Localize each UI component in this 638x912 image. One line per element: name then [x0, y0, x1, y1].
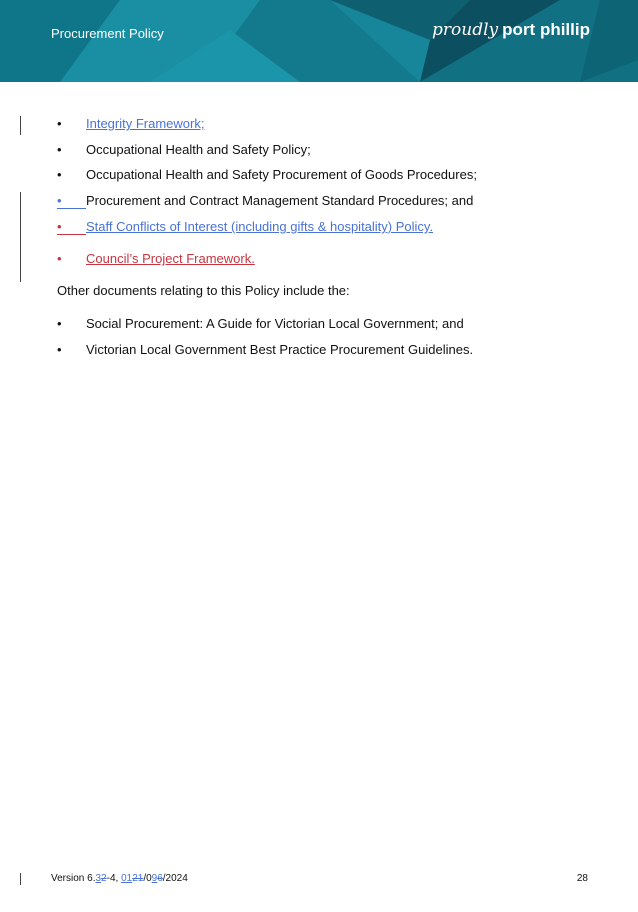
list-item: [0, 342, 600, 360]
list-item: [0, 316, 600, 334]
bullet-marker: •: [57, 142, 62, 157]
logo-script-text: proudly: [432, 20, 499, 40]
document-title: Procurement Policy: [51, 26, 164, 41]
bullet-marker: •: [57, 342, 62, 357]
list-item-text: Occupational Health and Safety Procurement of Goods Procedures;: [86, 167, 477, 182]
brand-logo: [432, 20, 590, 40]
list-item: [0, 193, 600, 211]
list-item: [0, 116, 600, 134]
page-number: 28: [576, 873, 588, 884]
version-prefix: Version 6.: [51, 873, 96, 884]
footer-version: [51, 873, 188, 884]
list-item-text: Victorian Local Government Best Practice Procurement Guidelines.: [86, 342, 474, 357]
bullet-marker: •: [57, 116, 62, 131]
bullet-marker: •: [57, 219, 62, 234]
bullet-marker: •: [57, 193, 62, 208]
tracked-change-underline: [57, 208, 86, 209]
logo-bold-text: port phillip: [502, 20, 590, 39]
list-item-text: Procurement and Contract Management Standard Procedures; and: [86, 193, 474, 208]
tracked-deletion: 21: [132, 873, 144, 884]
version-separator: -4,: [106, 873, 122, 884]
list-item: [0, 167, 600, 185]
change-bar: [20, 873, 21, 885]
tracked-insertion: 3: [95, 873, 102, 884]
list-item: [0, 142, 600, 160]
list-item: [0, 251, 600, 269]
version-separator: /0: [143, 873, 152, 884]
bullet-marker: •: [57, 167, 62, 182]
bullet-marker: •: [57, 251, 62, 266]
tracked-deletion: 2: [101, 873, 107, 884]
list-item-text: Occupational Health and Safety Policy;: [86, 142, 311, 157]
project-framework-link[interactable]: Council’s Project Framework.: [86, 251, 255, 266]
header-background-pattern: [0, 0, 638, 82]
list-item: [0, 219, 600, 237]
body-paragraph: Other documents relating to this Policy include the:: [57, 283, 350, 298]
conflicts-of-interest-link[interactable]: Staff Conflicts of Interest (including gifts & hospitality) Policy.: [86, 219, 434, 234]
integrity-framework-link[interactable]: Integrity Framework;: [86, 116, 205, 131]
tracked-insertion: 9: [151, 873, 158, 884]
tracked-change-underline: [57, 234, 86, 235]
tracked-deletion: 6: [157, 873, 163, 884]
version-suffix: /2024: [162, 873, 188, 884]
bullet-marker: •: [57, 316, 62, 331]
page-header: [0, 0, 638, 82]
tracked-insertion: 01: [121, 873, 133, 884]
list-item-text: Social Procurement: A Guide for Victorian Local Government; and: [86, 316, 464, 331]
